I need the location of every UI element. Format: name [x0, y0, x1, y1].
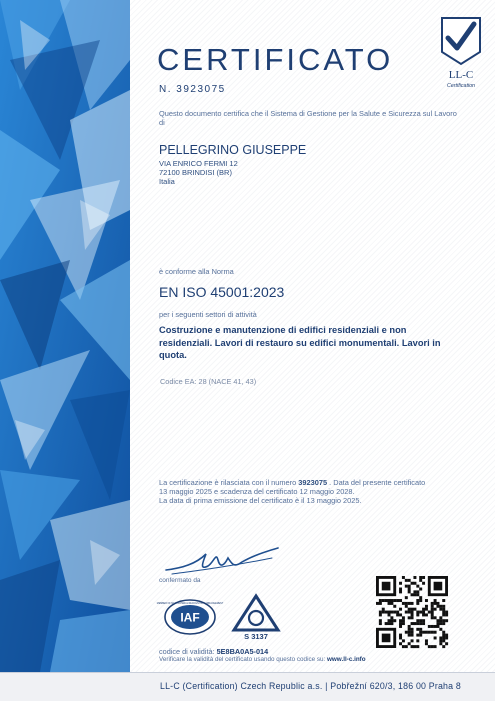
validity-code-value: 5E8BA0A5-014 [216, 647, 269, 656]
qr-code-icon[interactable] [376, 576, 448, 648]
issue-number: 3923075 [298, 478, 328, 487]
issue-line-1-suffix: . Data del presente certificato [329, 478, 426, 487]
footer-text: LL-C (Certification) Czech Republic a.s. | Pobřežní 620/3, 186 00 Praha 8 [160, 681, 461, 691]
address-line-1: VIA ENRICO FERMI 12 [159, 159, 238, 168]
issue-line-3: La data di prima emissione del certificato è il 13 maggio 2025. [159, 496, 362, 505]
codice-ea: Codice EA: 28 (NACE 41, 43) [160, 377, 257, 386]
address-line-2: 72100 BRINDISI (BR) [159, 168, 232, 177]
conformity-text: è conforme alla Norma [159, 267, 234, 276]
iaf-ring-text: MEMBER OF MULTILATERAL RECOGNITION ARRANGEMENT [156, 603, 224, 605]
sectors-intro: per i seguenti settori di attività [159, 310, 257, 319]
logo-name: LL-C [448, 69, 474, 81]
issue-line-1 [159, 478, 469, 487]
scope-text: Costruzione e manutenzione di edifici residenziali e non residenziali. Lavori di restauro su edifici monumentali. Lavori in quota. [159, 325, 441, 360]
iaf-badge-icon [156, 599, 224, 635]
holder-name: PELLEGRINO GIUSEPPE [159, 143, 307, 157]
issue-line-2: 13 maggio 2025 e scadenza del certificato 12 maggio 2028. [159, 487, 355, 496]
validity-label: codice di validità: [159, 647, 215, 656]
certificate-number: N. 3923075 [159, 84, 226, 95]
confirmed-by-label: confermato da [159, 577, 201, 584]
issue-info [159, 478, 469, 505]
holder-address [159, 159, 238, 186]
accreditation-mark-icon [231, 594, 281, 640]
signature-icon [162, 540, 282, 578]
iaf-acronym: IAF [180, 610, 200, 625]
ll-c-logo-icon [440, 16, 482, 66]
intro-text: Questo documento certifica che il Sistema di Gestione per la Salute e Sicurezza sul Lavoro di [159, 109, 457, 127]
standard-name: EN ISO 45001:2023 [159, 284, 285, 300]
address-country: Italia [159, 177, 175, 186]
accreditation-code: S 3137 [244, 632, 268, 641]
verify-site-link[interactable]: www.ll-c.info [327, 656, 366, 663]
certificate-title: CERTIFICATO [157, 42, 394, 77]
issue-line-1-prefix: La certificazione è rilasciata con il numero [159, 478, 297, 487]
logo-subtitle: Certification [447, 83, 475, 89]
verify-text [159, 656, 366, 663]
decorative-crystal-art [0, 0, 130, 672]
verify-prefix: Verificare la validità del certificato usando questo codice su: [159, 656, 326, 663]
validity-code [159, 647, 268, 656]
